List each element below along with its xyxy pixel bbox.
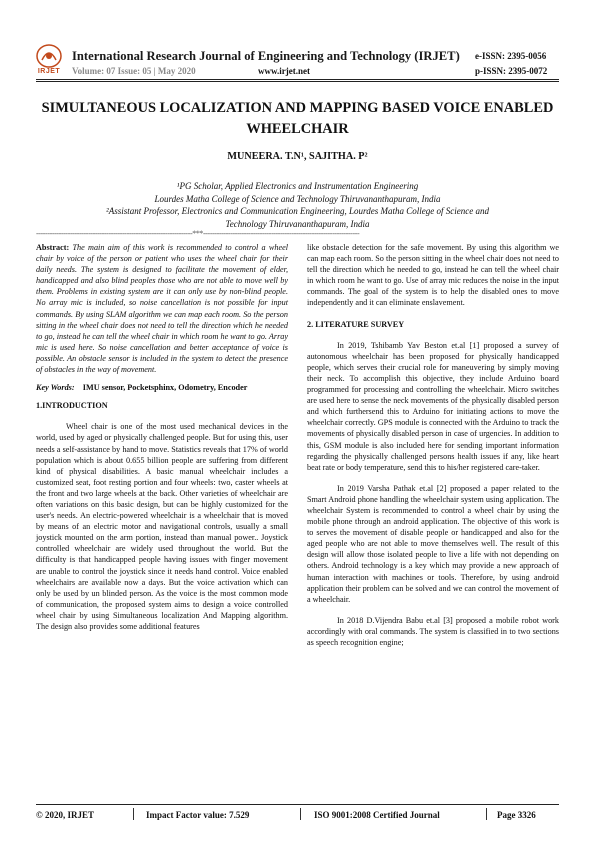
intro-paragraph: Wheel chair is one of the most used mechanical devices in the world, used by aged or physically challenged people. But for using this, user needs a self-assistance by hand to move. Statistics reveals that 17% of world population which is about 0.655 billion people are suffering from different kind of physical disabilities. A basic manual wheelchair includes a customized seat, foot resting portion and four wheels: two, caster wheels at the front and two large wheels at the back. Other varieties of wheelchair are often variations on this basic design, but can be highly customized for the user's needs. An electric-powered wheelchair is a wheelchair that is moved by means of an electric motor and navigational controls, usually a small joystick mounted on the arm portion, instead than manual power.. Joystick controlled wheelchair are widely used throughout the world. But the difficulty is that handicapped people having issues with finger movement are unable to control the joystick since it needs hand control. Voice enabled wheelchairs are available now a days. But the voice activation which can only be used by un blinded person. As the voice is the most common mode of communication, the proposed system aims to design a voice controlled wheel chair by using Simultaneous localization And Mapping algorithm. The design also provides some additional features: [36, 422, 288, 631]
footer-separator: [300, 808, 301, 820]
logo-text: IRJET: [37, 68, 61, 75]
keywords-label: Key Words:: [36, 383, 75, 393]
footer-rule: [36, 804, 559, 805]
paper-title: [36, 98, 559, 140]
affiliation-1: ¹PG Scholar, Applied Electronics and Instrumentation Engineering: [176, 181, 419, 191]
footer-iso: ISO 9001:2008 Certified Journal: [314, 810, 440, 820]
abstract-label: Abstract:: [36, 243, 70, 252]
right-column: [307, 242, 559, 655]
irjet-logo-icon: [36, 44, 62, 68]
affiliation-2: Lourdes Matha College of Science and Technology Thiruvananthapuram, India: [154, 193, 441, 204]
footer-separator: [133, 808, 134, 820]
abstract: [36, 242, 288, 375]
intro-continued: like obstacle detection for the safe movement. By using this algorithm we can map each room. So the person sitting in the wheel chair does not need to tell the direction which he needed to go, instead he can tell the wheel chair in which room he want to go. Use of array mic reduces the noise in the input commands. The goal of the system is to help the disabled ones to move independently and it can eliminate enslavement.: [307, 243, 559, 308]
p-issn: p-ISSN: 2395-0072: [475, 66, 548, 76]
keywords-text: IMU sensor, Pocketsphinx, Odometry, Encoder: [82, 383, 248, 393]
authors: MUNEERA. T.N¹, SAJITHA. P²: [227, 151, 368, 162]
affiliations: [36, 180, 559, 230]
section-separator: ---------------------------------------------------------------------***---------------------------------------------------------------------: [36, 229, 360, 238]
affiliation-3: ²Assistant Professor, Electronics and Communication Engineering, Lourdes Matha College of Science and: [106, 206, 489, 216]
footer-separator: [486, 808, 487, 820]
header-rule: [36, 79, 559, 80]
journal-website-link[interactable]: www.irjet.net: [258, 66, 310, 76]
left-column: [36, 242, 288, 639]
journal-name: International Research Journal of Engineering and Technology (IRJET): [72, 49, 460, 63]
header-rule-2: [36, 81, 559, 82]
literature-paragraph-2: In 2019 Varsha Pathak et.al [2] proposed a paper related to the Smart Android phone handling the wheelchair system using application. The wheelchair System is recommended to control a wheel chair by using the mobile phone through an android application. The objective of this work is to serves the movement of disable people or handicapped and also for the aged people who are not able to move themselves well. The result of this design will allow those isolated people to live a life with not depending on others. Android technology is a key which may provide a new approach of human interaction with machines or tools. Therefore, by using android application their problem can be solved and we can control the movement of a wheelchair.: [307, 483, 559, 604]
e-issn: e-ISSN: 2395-0056: [475, 51, 547, 61]
keywords: [36, 382, 288, 393]
footer-impact-factor: Impact Factor value: 7.529: [146, 810, 250, 820]
literature-heading: 2. LITERATURE SURVEY: [307, 319, 405, 329]
affiliation-4: Technology Thiruvananthapuram, India: [225, 218, 370, 229]
footer-page-number: Page 3326: [497, 810, 536, 820]
title-line-2: WHEELCHAIR: [246, 121, 349, 137]
literature-paragraph-1: In 2019, Tshibamb Yav Beston et.al [1] proposed a survey of autonomous wheelchair has been proposed for physically handicapped people, which serves their crucial role for maneuvering by simply moving their neck. To accomplish this objective, they include Arduino board programmed for processing and controlling the wheelchair. Micro switches are used here to sense the neck movements of the physically disabled person and which furthersend this to Arduino for initiating actions to move the wheelchair correctly. GPS module is connected with the Arduino to track the movements of physically disabled person in case of urgencies. In addition to this, GSM module is also included here for sending important information regarding the physically challenged persons health issues if any, like heart beat rate or body temperature, send this to his/her registered care-taker.: [307, 340, 559, 472]
title-line-1: SIMULTANEOUS LOCALIZATION AND MAPPING BASED VOICE ENABLED: [41, 100, 554, 116]
footer-copyright: © 2020, IRJET: [36, 810, 94, 820]
volume-issue: Volume: 07 Issue: 05 | May 2020: [72, 66, 196, 76]
intro-heading: 1.INTRODUCTION: [36, 401, 108, 411]
literature-paragraph-3: In 2018 D.Vijendra Babu et.al [3] proposed a mobile robot work accordingly with oral commands. The system is classified in to two sections as speech recognition engine;: [307, 615, 559, 647]
abstract-text: The main aim of this work is recommended to control a wheel chair by voice of the person or patient who uses the wheel chair for their daily needs. The system is designed to facilitate the movement of elder, handicapped and also blind peoples those who are not able to move well by them. Problems in existing system are it can only use by non-blind people. No array mic is included, so noise cancellation is not possible for input commands. By using SLAM algorithm we can map each room. So the person sitting in the wheel chair does not need to tell the direction which he needed to go, instead he can tell the wheel chair in which room he want to go. Array mic is used here. So noise cancellation and better acceptance of voice is possible. An obstacle sensor is included in the system to detect the presence of obstacles in the way of movement.: [36, 243, 288, 375]
